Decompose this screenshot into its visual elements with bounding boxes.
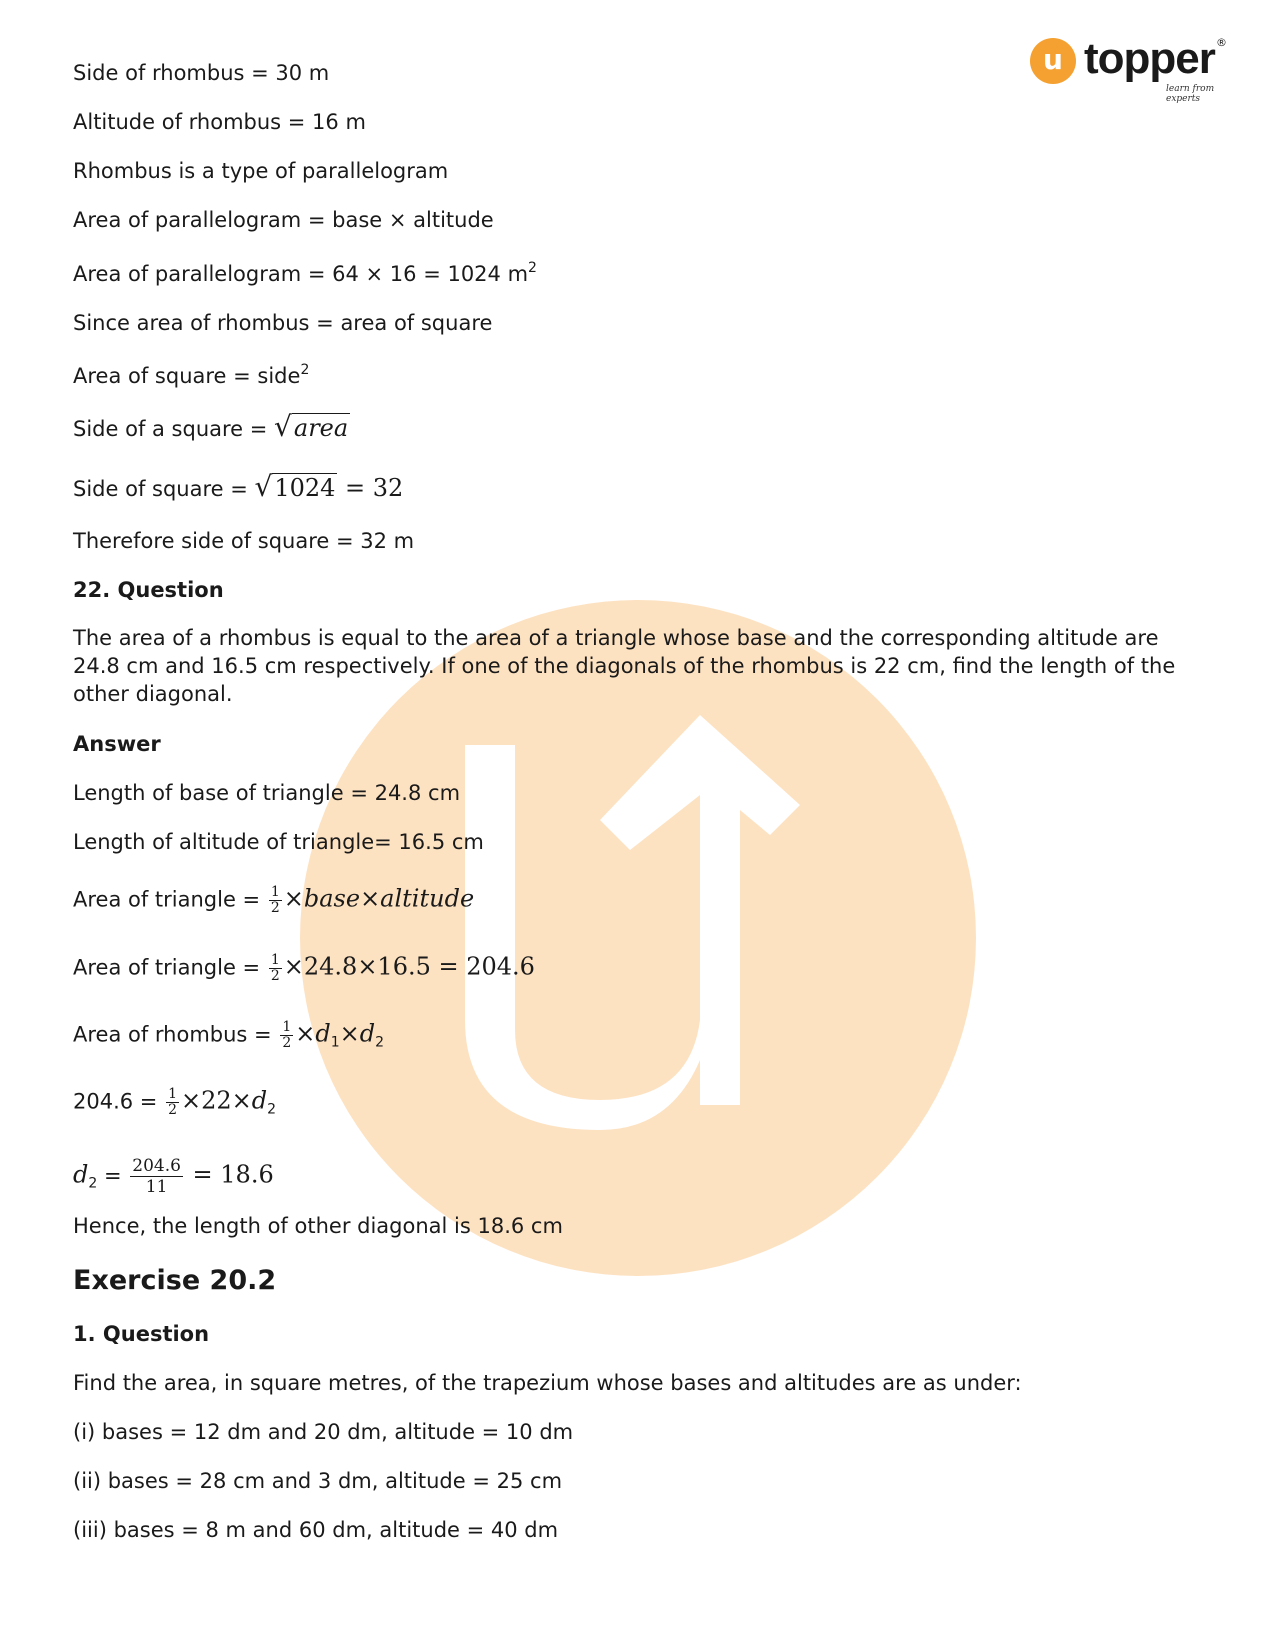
math-line: Side of square = √1024 = 32	[73, 470, 404, 503]
text-line: Area of parallelogram = base × altitude	[73, 208, 494, 232]
question-heading: 22. Question	[73, 578, 224, 602]
logo-wordmark: topper	[1084, 34, 1215, 83]
fraction: $\frac{1}{2}$	[270, 884, 280, 916]
math-line: $d_2$ = $\frac{204.6}{11}$ = 18.6	[73, 1156, 274, 1197]
fraction: $\frac{1}{2}$	[282, 1019, 292, 1051]
text-line: Side of rhombus = 30 m	[73, 61, 330, 85]
math-line: Area of triangle = $\frac{1}{2}$ ×24.8×16.5 = 204.6	[73, 952, 535, 984]
list-item: (i) bases = 12 dm and 20 dm, altitude = 10 dm	[73, 1420, 574, 1444]
text-line: Therefore side of square = 32 m	[73, 529, 415, 553]
question-heading: 1. Question	[73, 1322, 210, 1346]
math-line: Area of rhombus = $\frac{1}{2}$ $\times d_1\times d_2$	[73, 1019, 385, 1051]
list-item: (ii) bases = 28 cm and 3 dm, altitude = 25 cm	[73, 1469, 563, 1493]
text-line: Altitude of rhombus = 16 m	[73, 110, 366, 134]
list-item: (iii) bases = 8 m and 60 dm, altitude = 40 dm	[73, 1518, 559, 1542]
text-line: Since area of rhombus = area of square	[73, 311, 493, 335]
sqrt-expression: √1024	[254, 470, 336, 503]
math-line: Area of triangle = $\frac{1}{2}$ ×base×altitude	[73, 884, 475, 916]
section-title: Exercise 20.2	[73, 1265, 277, 1296]
text-line: Hence, the length of other diagonal is 18.6 cm	[73, 1214, 563, 1238]
text-line: Area of square = side$^2$	[73, 362, 310, 388]
math-line: Side of a square = √area	[73, 410, 349, 443]
fraction: $\frac{204.6}{11}$	[132, 1156, 181, 1197]
logo-u-icon: u	[1030, 38, 1076, 84]
logo-tagline: learn from experts	[1166, 84, 1215, 104]
brand-logo	[1030, 34, 1230, 104]
text-line: Rhombus is a type of parallelogram	[73, 159, 449, 183]
text-line: Length of altitude of triangle= 16.5 cm	[73, 830, 484, 854]
text-line: Area of parallelogram = 64 × 16 = 1024 $m^2$	[73, 260, 537, 286]
question-text: The area of a rhombus is equal to the area of a triangle whose base and the corresponding altitude are 24.8 cm and 16.5 cm respectively. If one of the diagonals of the rhombus is 22 cm, find the length of the other diagonal.	[73, 626, 1176, 706]
math-line: 204.6 = $\frac{1}{2}$ $\times 22\times d_2$	[73, 1086, 277, 1118]
registered-mark: ®	[1216, 36, 1227, 49]
answer-heading: Answer	[73, 732, 161, 756]
text-line: Length of base of triangle = 24.8 cm	[73, 781, 461, 805]
fraction: $\frac{1}{2}$	[270, 952, 280, 984]
question-text: Find the area, in square metres, of the trapezium whose bases and altitudes are as under:	[73, 1371, 1022, 1395]
fraction: $\frac{1}{2}$	[168, 1086, 177, 1118]
sqrt-expression: √area	[274, 410, 349, 443]
